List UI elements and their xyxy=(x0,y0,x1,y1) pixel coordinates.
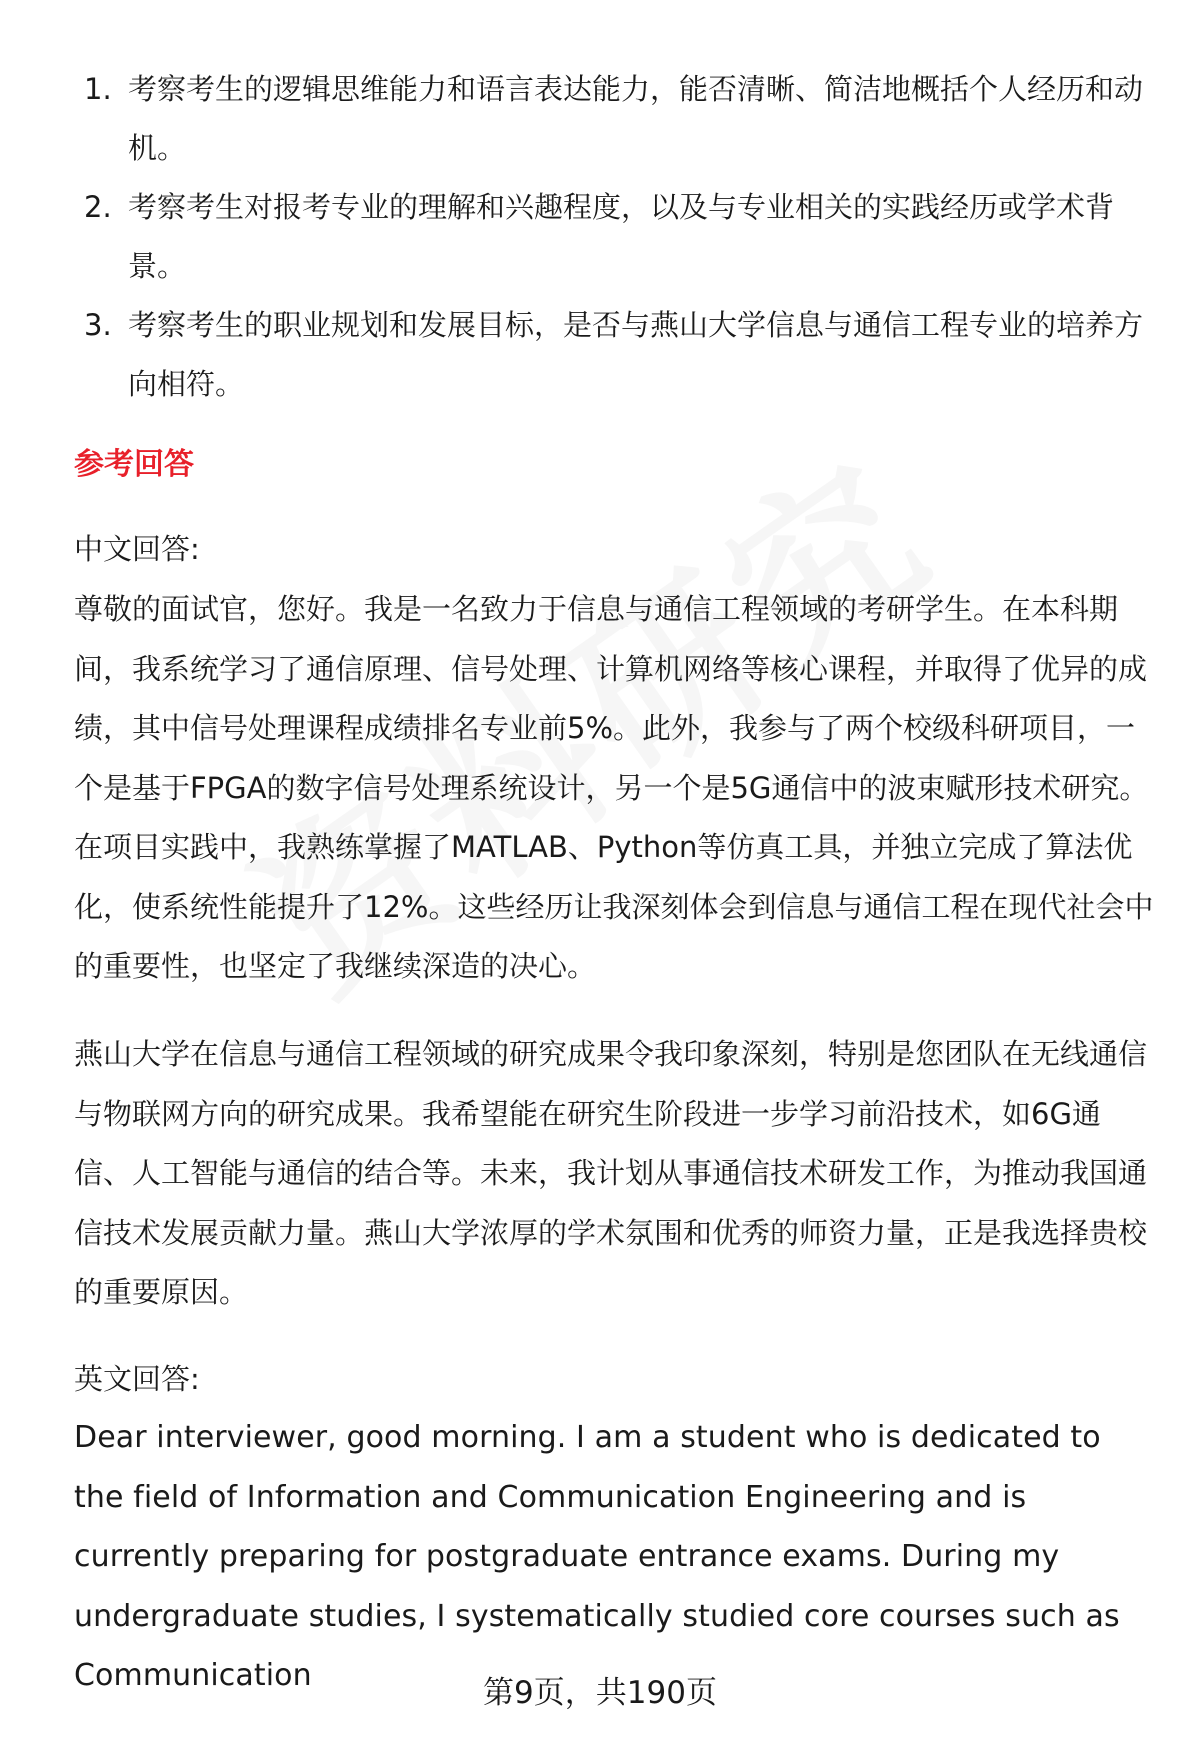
list-text: 考察考生的逻辑思维能力和语言表达能力，能否清晰、简洁地概括个人经历和动机。 xyxy=(128,72,1144,165)
list-text: 考察考生的职业规划和发展目标，是否与燕山大学信息与通信工程专业的培养方向相符。 xyxy=(128,308,1144,401)
chinese-answer-paragraph-2: 燕山大学在信息与通信工程领域的研究成果令我印象深刻，特别是您团队在无线通信与物联网方向的研究成果。我希望能在研究生阶段进一步学习前沿技术，如6G通信、人工智能与通信的结合等。未来，我计划从事通信技术研发工作，为推动我国通信技术发展贡献力量。燕山大学浓厚的学术氛围和优秀的师资力量，正是我选择贵校的重要原因。 xyxy=(74,1037,1148,1309)
page-number-footer: 第9页，共190页 xyxy=(483,1675,717,1711)
chinese-answer-label: 中文回答: xyxy=(74,532,200,566)
list-number: 2. xyxy=(84,190,112,224)
chinese-answer-paragraph-1: 尊敬的面试官，您好。我是一名致力于信息与通信工程领域的考研学生。在本科期间，我系统学习了通信原理、信号处理、计算机网络等核心课程，并取得了优异的成绩，其中信号处理课程成绩排名专业前5%。此外，我参与了两个校级科研项目，一个是基于FPGA的数字信号处理系统设计，另一个是5G通信中的波束赋形技术研究。在项目实践中，我熟练掌握了MATLAB、Python等仿真工具，并独立完成了算法优化，使系统性能提升了12%。这些经历让我深刻体会到信息与通信工程在现代社会中的重要性，也坚定了我继续深造的决心。 xyxy=(74,592,1154,983)
criteria-list xyxy=(74,60,1154,414)
list-item xyxy=(74,178,1154,296)
list-item xyxy=(74,60,1154,178)
list-item xyxy=(74,296,1154,414)
list-number: 3. xyxy=(84,308,112,342)
list-text: 考察考生对报考专业的理解和兴趣程度，以及与专业相关的实践经历或学术背景。 xyxy=(128,190,1115,283)
english-answer-paragraph: Dear interviewer, good morning. I am a student who is dedicated to the field of Information and Communication Engineering and is currently preparing for postgraduate entrance exams. During my undergraduate studies, I systematically studied core courses such as Communication xyxy=(74,1420,1120,1693)
english-answer-label: 英文回答: xyxy=(74,1362,200,1396)
section-title: 参考回答 xyxy=(74,447,194,482)
list-number: 1. xyxy=(84,72,112,106)
